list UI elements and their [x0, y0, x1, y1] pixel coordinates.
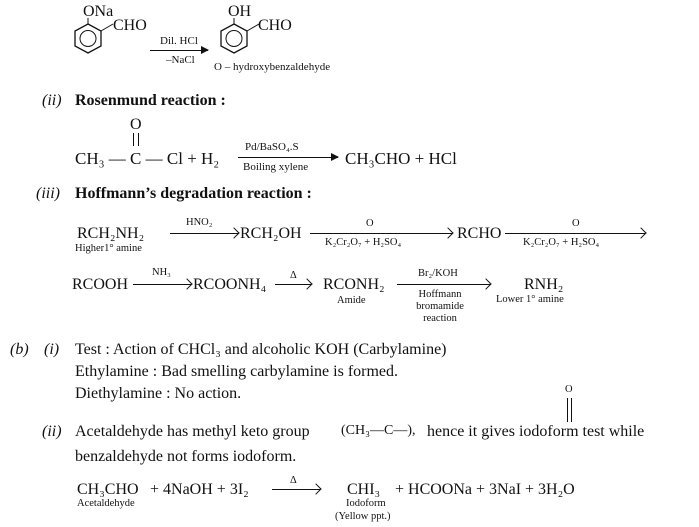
section-number: (ii) [42, 92, 62, 109]
reagent-bottom: K₂Cr₂O₇ + H₂SO₄ [325, 237, 402, 248]
formula-label: Iodoform [346, 498, 386, 509]
part-label: (b) [10, 341, 29, 358]
products: + HCOONa + 3NaI + 3H₂O [395, 481, 575, 498]
reaction-arrow [150, 50, 208, 51]
formula-rcoonh4: RCOONH₄ [193, 276, 267, 293]
formula-rch2oh: RCH₂OH [240, 225, 302, 242]
formula-label: Amide [337, 295, 366, 306]
formula-rcooh: RCOOH [72, 276, 129, 293]
product-name: O – hydroxybenzaldehyde [214, 61, 331, 73]
formula-ch3cho: CH₃CHO [77, 481, 139, 498]
formula-label: Lower 1° amine [496, 294, 564, 305]
heat-symbol: Δ [290, 270, 297, 281]
reagent-bottom: Boiling xylene [243, 161, 309, 173]
section-title: Rosenmund reaction : [75, 92, 226, 109]
formula-rconh2: RCONH₂ [323, 276, 385, 293]
reagent-top: Br₂/KOH [418, 268, 458, 279]
heat-symbol: Δ [290, 475, 297, 486]
section-number: (iii) [36, 185, 60, 202]
formula-label: Higher1° amine [75, 243, 142, 254]
oh-substituent: OH [228, 3, 252, 20]
reaction-arrow [272, 489, 320, 490]
benzene-ring-icon [68, 18, 118, 58]
formula-rch2nh2: RCH₂NH₂ [77, 225, 145, 242]
text-line: benzaldehyde not forms iodoform. [75, 448, 297, 465]
rosenmund-rhs: CH₃CHO + HCl [345, 149, 457, 168]
formula-label: (Yellow ppt.) [335, 511, 391, 522]
text-line: Test : Action of CHCl₃ and alcoholic KOH (Carbylamine) [75, 341, 447, 358]
carbonyl-oxygen: O [130, 116, 142, 133]
reagent-bottom: Hoffmann [418, 289, 462, 300]
reagent-top: Pd/BaSO₄.S [245, 141, 299, 153]
double-bond [133, 133, 139, 146]
reaction-arrow [170, 233, 238, 234]
reagent-bottom: –NaCl [166, 54, 195, 66]
cho-group: CHO [258, 17, 292, 34]
reagent-bottom: K₂Cr₂O₇ + H₂SO₄ [523, 237, 600, 248]
carbonyl-oxygen: O [565, 384, 573, 395]
formula-label: Acetaldehyde [77, 498, 135, 509]
benzene-ring-icon [214, 18, 264, 58]
methyl-keto-group: (CH₃—C—), [341, 423, 416, 438]
section-number: (i) [44, 341, 60, 358]
text-line: hence it gives iodoform test while [427, 423, 645, 440]
reaction-arrow [275, 284, 311, 285]
reaction-arrow [133, 284, 191, 285]
section-title: Hoffmann’s degradation reaction : [75, 185, 312, 202]
reagent-top: HNO₂ [186, 217, 213, 228]
reactants: + 4NaOH + 3I₂ [150, 481, 249, 498]
reagent-top: O [366, 218, 374, 229]
cho-group: CHO [113, 17, 147, 34]
formula-rnh2: RNH₂ [524, 276, 564, 293]
reaction-arrow [505, 233, 645, 234]
text-line: Ethylamine : Bad smelling carbylamine is formed. [75, 363, 399, 380]
reagent-bottom: bromamide [416, 301, 464, 312]
formula-chi3: CHI₃ [347, 481, 381, 498]
reaction-arrow [238, 157, 338, 158]
ona-substituent: ONa [83, 3, 114, 20]
reagent-top: NH₃ [152, 267, 171, 278]
formula-rcho: RCHO [457, 225, 502, 242]
section-number: (ii) [42, 423, 62, 440]
text-line: Diethylamine : No action. [75, 385, 242, 402]
reagent-top: O [572, 218, 580, 229]
reagent-bottom: reaction [423, 313, 457, 324]
double-bond [567, 398, 572, 422]
reagent-top: Dil. HCl [160, 35, 198, 47]
reaction-arrow [397, 284, 490, 285]
reaction-arrow [310, 233, 452, 234]
rosenmund-lhs: CH₃ — C — Cl + H₂ [75, 149, 220, 168]
text-line: Acetaldehyde has methyl keto group [75, 423, 310, 440]
